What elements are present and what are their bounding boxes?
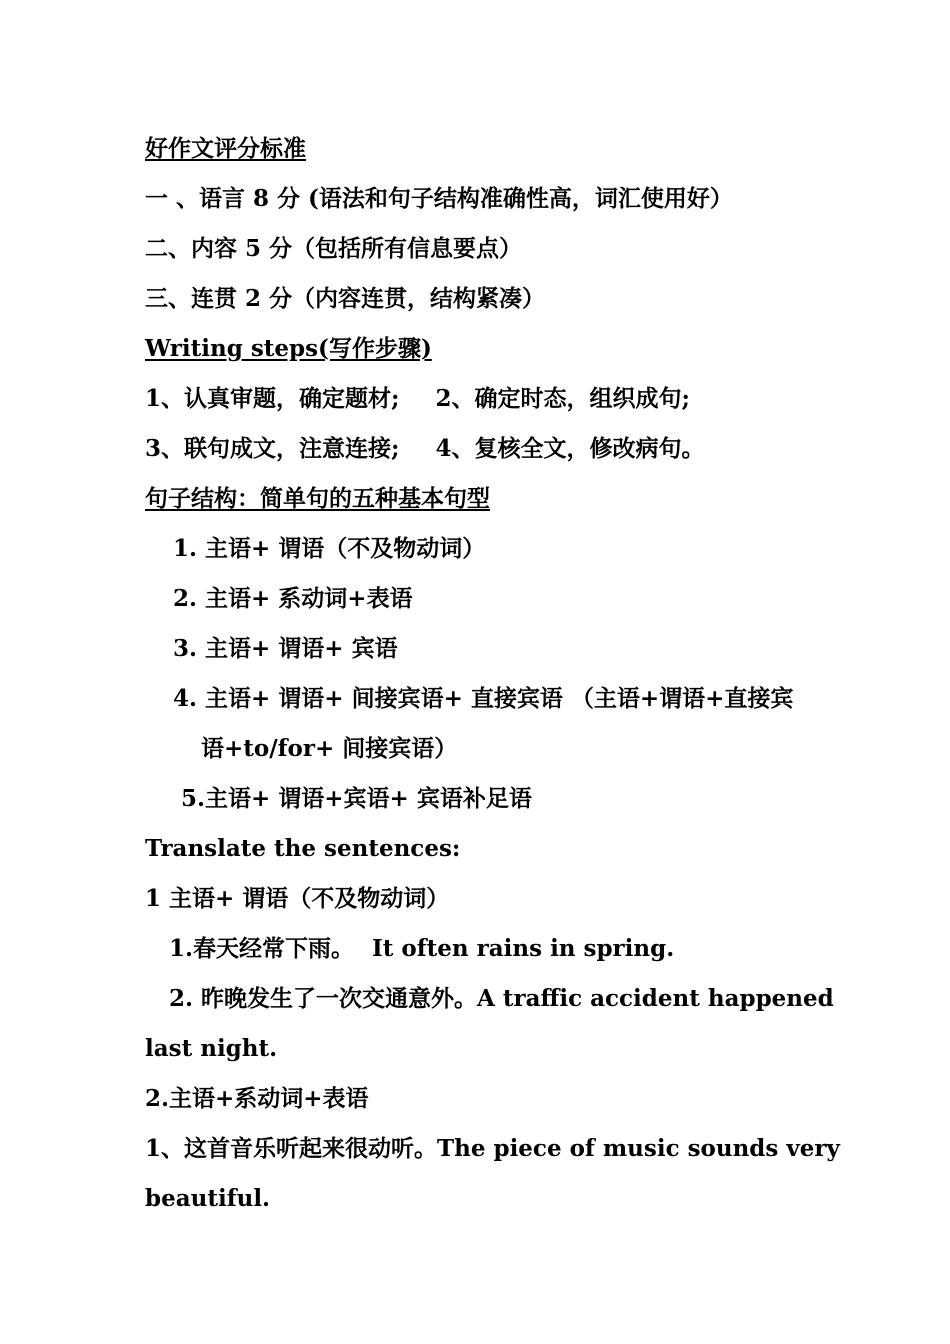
- step-4: 4、复核全文，修改病句。: [435, 435, 705, 462]
- criterion-language: 一 、语言 8 分 (语法和句子结构准确性高，词汇使用好）: [145, 185, 733, 212]
- pattern-4: 4. 主语+ 谓语+ 间接宾语+ 直接宾语 （主语+谓语+直接宾: [173, 685, 794, 712]
- pattern-2: 2. 主语+ 系动词+表语: [173, 585, 413, 612]
- section-2-title: 2.主语+系动词+表语: [145, 1085, 369, 1112]
- example-3-continued: beautiful.: [145, 1185, 271, 1212]
- step-1: 1、认真审题，确定题材;: [145, 385, 400, 412]
- example-2: 2. 昨晚发生了一次交通意外。A traffic accident happened: [169, 985, 834, 1012]
- example-1: [145, 924, 825, 974]
- pattern-1: 1. 主语+ 谓语（不及物动词）: [173, 535, 486, 562]
- document-body: [145, 124, 840, 1224]
- steps-row-1: [145, 374, 825, 424]
- pattern-5: 5.主语+ 谓语+宾语+ 宾语补足语: [181, 785, 532, 812]
- step-3: 3、联句成文，注意连接;: [145, 435, 400, 462]
- criterion-content: 二、内容 5 分（包括所有信息要点）: [145, 235, 523, 262]
- sentence-structure-heading: 句子结构：简单句的五种基本句型: [145, 485, 490, 512]
- criterion-coherence: 三、连贯 2 分（内容连贯，结构紧凑）: [145, 285, 546, 312]
- example-1-english: It often rains in spring.: [372, 935, 675, 962]
- translate-heading: Translate the sentences:: [145, 835, 461, 862]
- example-1-chinese: 1.春天经常下雨。: [169, 935, 355, 962]
- step-2: 2、确定时态，组织成句;: [435, 385, 690, 412]
- example-3: 1、这首音乐听起来很动听。The piece of music sounds very: [145, 1135, 840, 1162]
- steps-row-2: [145, 424, 825, 474]
- section-1-title: 1 主语+ 谓语（不及物动词）: [145, 885, 450, 912]
- example-2-continued: last night.: [145, 1035, 278, 1062]
- writing-steps-heading: Writing steps(写作步骤): [145, 335, 432, 362]
- scoring-heading: 好作文评分标准: [145, 135, 306, 162]
- pattern-3: 3. 主语+ 谓语+ 宾语: [173, 635, 398, 662]
- pattern-4-continued: 语+to/for+ 间接宾语）: [201, 735, 458, 762]
